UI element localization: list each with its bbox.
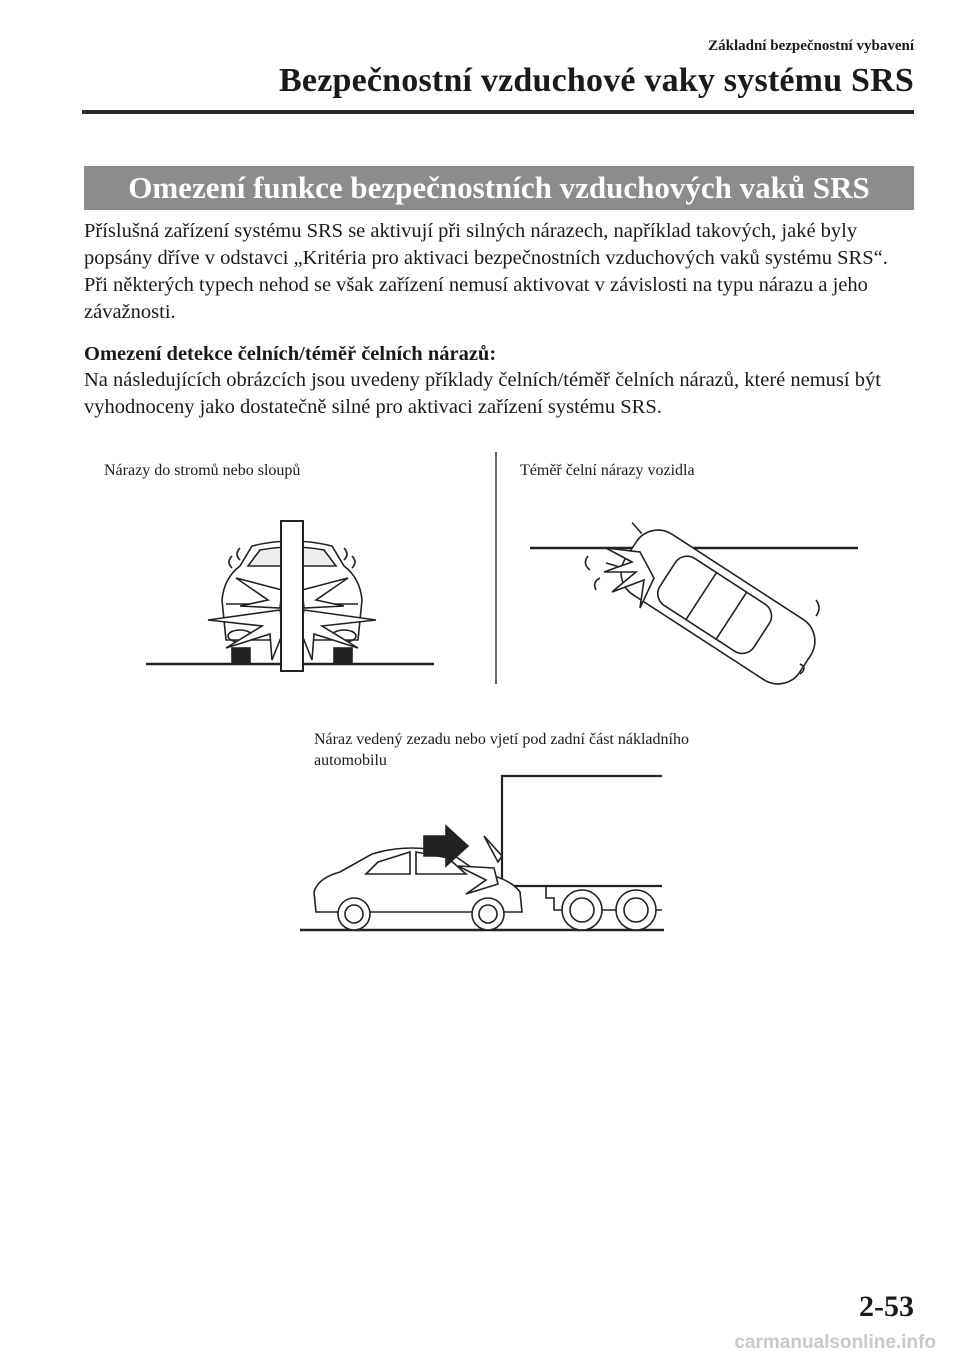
subheading: Omezení detekce čelních/téměř čelních nárazů: (84, 343, 497, 365)
chapter-title: Základní bezpečnostní vybavení (708, 38, 914, 54)
page-title: Bezpečnostní vzduchové vaky systému SRS (279, 62, 914, 99)
underride-caption: Náraz vedený zezadu nebo vjetí pod zadní část nákladního automobilu (314, 731, 689, 769)
section-banner: Omezení funkce bezpečnostních vzduchových vaků SRS (84, 166, 914, 210)
angled-impact-illustration (530, 513, 858, 694)
intro-paragraph: Příslušná zařízení systému SRS se aktivují při silných nárazech, například takových, jaké byly popsány dříve v odstavci „Kritéria pro aktivaci bezpečnostních vzduchových vaků systému SRS“. Při některých typech nehod se však zařízení nemusí aktivovat v závislosti na typu nárazu a jeho závažnosti. (84, 220, 888, 323)
pole-impact-illustration (146, 521, 434, 671)
page-number: 2-53 (859, 1290, 914, 1323)
subheading-paragraph: Na následujících obrázcích jsou uvedeny příklady čelních/téměř čelních nárazů, které nemusí být vyhodnoceny jako dostatečně silné pro aktivaci zařízení systému SRS. (84, 369, 881, 418)
pole-impact-caption: Nárazy do stromů nebo sloupů (104, 462, 301, 479)
footer-watermark: carmanualsonline.info (734, 1332, 936, 1353)
underride-illustration (300, 776, 664, 930)
angled-impact-caption: Téměř čelní nárazy vozidla (520, 462, 695, 479)
